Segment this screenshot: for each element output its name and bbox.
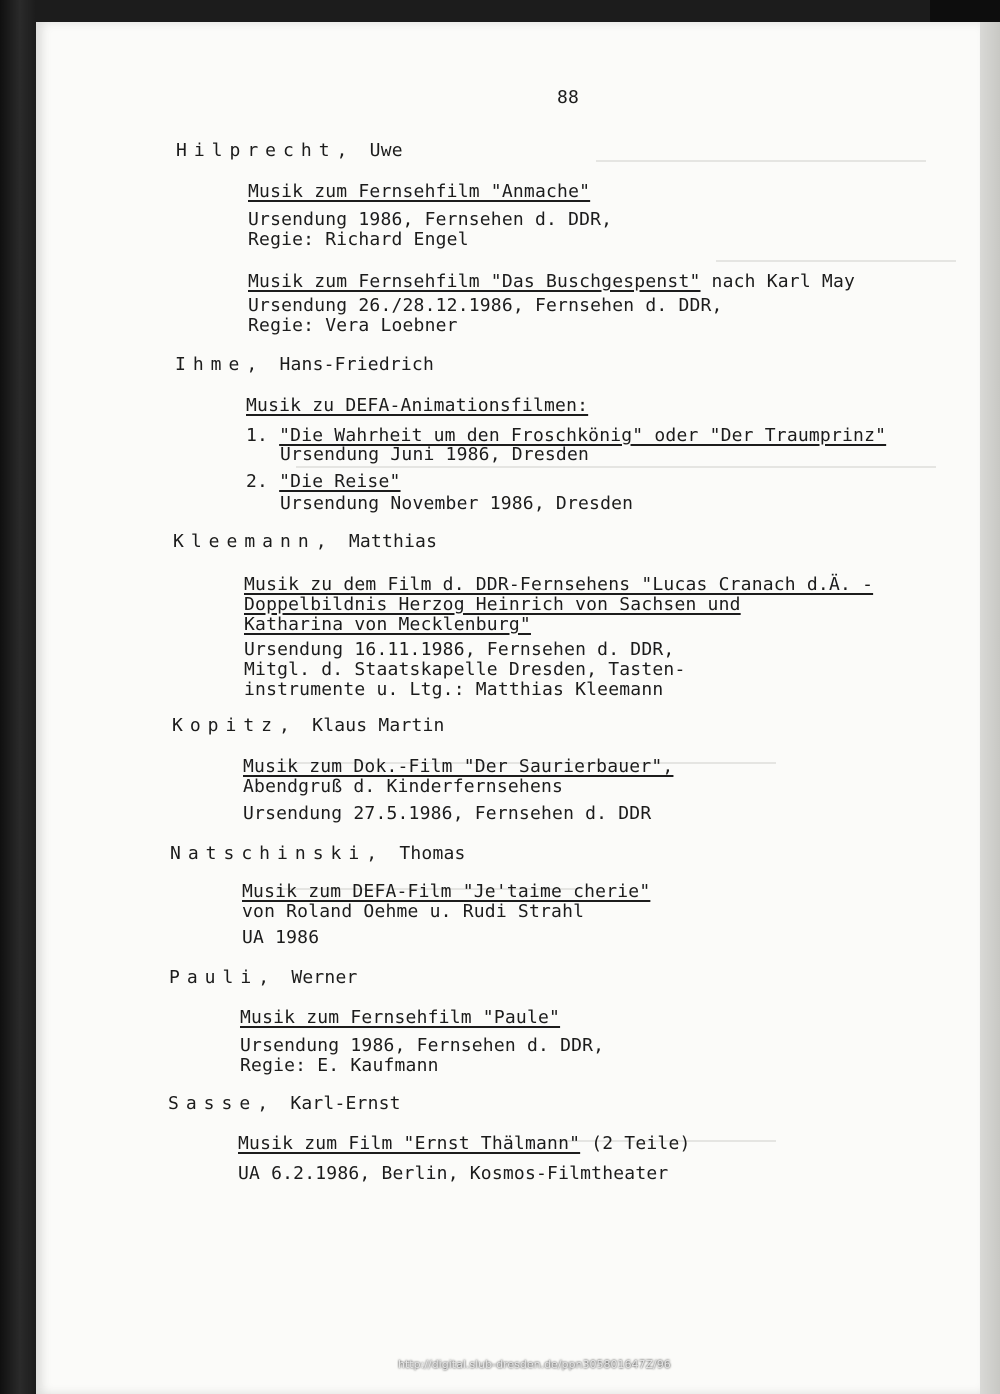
work-heading: Musik zu DEFA-Animationsfilmen: (246, 395, 589, 416)
name-separator: , (315, 531, 327, 552)
work-detail-line: UA 1986 (242, 927, 320, 948)
work-detail-line: Mitgl. d. Staatskapelle Dresden, Tasten- (244, 659, 686, 680)
work-detail-line: instrumente u. Ltg.: Matthias Kleemann (244, 679, 664, 700)
next-page-edge (980, 22, 1000, 1394)
numbered-work (246, 426, 886, 446)
work-detail-line: Ursendung Juni 1986, Dresden (280, 444, 590, 465)
item-number: 1. (246, 425, 269, 446)
composer-surname: Pauli (169, 967, 259, 988)
composer-surname: Kopitz (172, 715, 280, 736)
composer-heading-kopitz (172, 716, 445, 736)
composer-surname: Kleemann (173, 531, 316, 552)
work-detail-line: Regie: E. Kaufmann (240, 1055, 439, 1076)
work-title: "Die Reise" (279, 471, 401, 492)
composer-given-name: Matthias (348, 531, 438, 552)
work-title-line: Doppelbildnis Herzog Heinrich von Sachsen und (244, 594, 741, 615)
source-url: http://digital.slub-dresden.de/ppn305801647Z/96 (398, 1358, 671, 1371)
composer-heading-natschinski (170, 844, 466, 864)
work-title: Musik zum Dok.-Film "Der Saurierbauer", (243, 756, 674, 777)
work-detail-line: Ursendung 26./28.12.1986, Fernsehen d. DDR, (248, 295, 723, 316)
composer-heading-hilprecht (176, 141, 403, 161)
work-detail-line: Regie: Richard Engel (248, 229, 469, 250)
document-page (36, 22, 980, 1394)
work-title: "Die Wahrheit um den Froschkönig" oder "Der Traumprinz" (279, 425, 887, 446)
item-number: 2. (246, 471, 269, 492)
work-title-line: Katharina von Mecklenburg" (244, 614, 531, 635)
work-detail-line: Ursendung 1986, Fernsehen d. DDR, (240, 1035, 605, 1056)
work-title-suffix: nach Karl May (700, 271, 856, 292)
name-separator: , (336, 140, 348, 161)
page-number: 88 (557, 87, 580, 108)
work-title-suffix: (2 Teile) (580, 1133, 691, 1154)
work-detail-line: von Roland Oehme u. Rudi Strahl (242, 901, 585, 922)
name-separator: , (366, 843, 378, 864)
work-title: Musik zum Fernsehfilm "Das Buschgespenst" (248, 271, 701, 292)
name-separator: , (279, 715, 291, 736)
composer-given-name: Uwe (369, 140, 403, 161)
composer-heading-sasse (168, 1094, 401, 1114)
composer-heading-kleemann (173, 532, 437, 552)
composer-surname: Natschinski (170, 843, 367, 864)
composer-heading-ihme (175, 355, 434, 375)
composer-surname: Sasse (168, 1093, 258, 1114)
work-title-continuation: Abendgruß d. Kinderfernsehens (243, 776, 564, 797)
composer-given-name: Klaus Martin (312, 715, 445, 736)
composer-heading-pauli (169, 968, 358, 988)
work-title: Musik zum Fernsehfilm "Paule" (240, 1007, 561, 1028)
work-detail-line: Ursendung November 1986, Dresden (280, 493, 634, 514)
work-title-line (238, 1134, 691, 1154)
composer-given-name: Hans-Friedrich (279, 354, 435, 375)
name-separator: , (258, 967, 270, 988)
composer-given-name: Werner (291, 967, 358, 988)
name-separator: , (257, 1093, 269, 1114)
composer-surname: Hilprecht (176, 140, 337, 161)
work-detail-line: Ursendung 27.5.1986, Fernsehen d. DDR (243, 803, 652, 824)
work-detail-line: UA 6.2.1986, Berlin, Kosmos-Filmtheater (238, 1163, 669, 1184)
composer-given-name: Karl-Ernst (290, 1093, 401, 1114)
work-title-line (248, 272, 855, 292)
work-title: Musik zum DEFA-Film "Je'taime cherie" (242, 881, 651, 902)
name-separator: , (246, 354, 258, 375)
work-detail-line: Regie: Vera Loebner (248, 315, 458, 336)
composer-given-name: Thomas (399, 843, 466, 864)
work-detail-line: Ursendung 1986, Fernsehen d. DDR, (248, 209, 613, 230)
composer-surname: Ihme (175, 354, 247, 375)
numbered-work (246, 472, 401, 492)
work-title: Musik zum Fernsehfilm "Anmache" (248, 181, 591, 202)
work-title-line: Musik zu dem Film d. DDR-Fernsehens "Lucas Cranach d.Ä. - (244, 574, 874, 595)
work-title: Musik zum Film "Ernst Thälmann" (238, 1133, 581, 1154)
work-detail-line: Ursendung 16.11.1986, Fernsehen d. DDR, (244, 639, 675, 660)
